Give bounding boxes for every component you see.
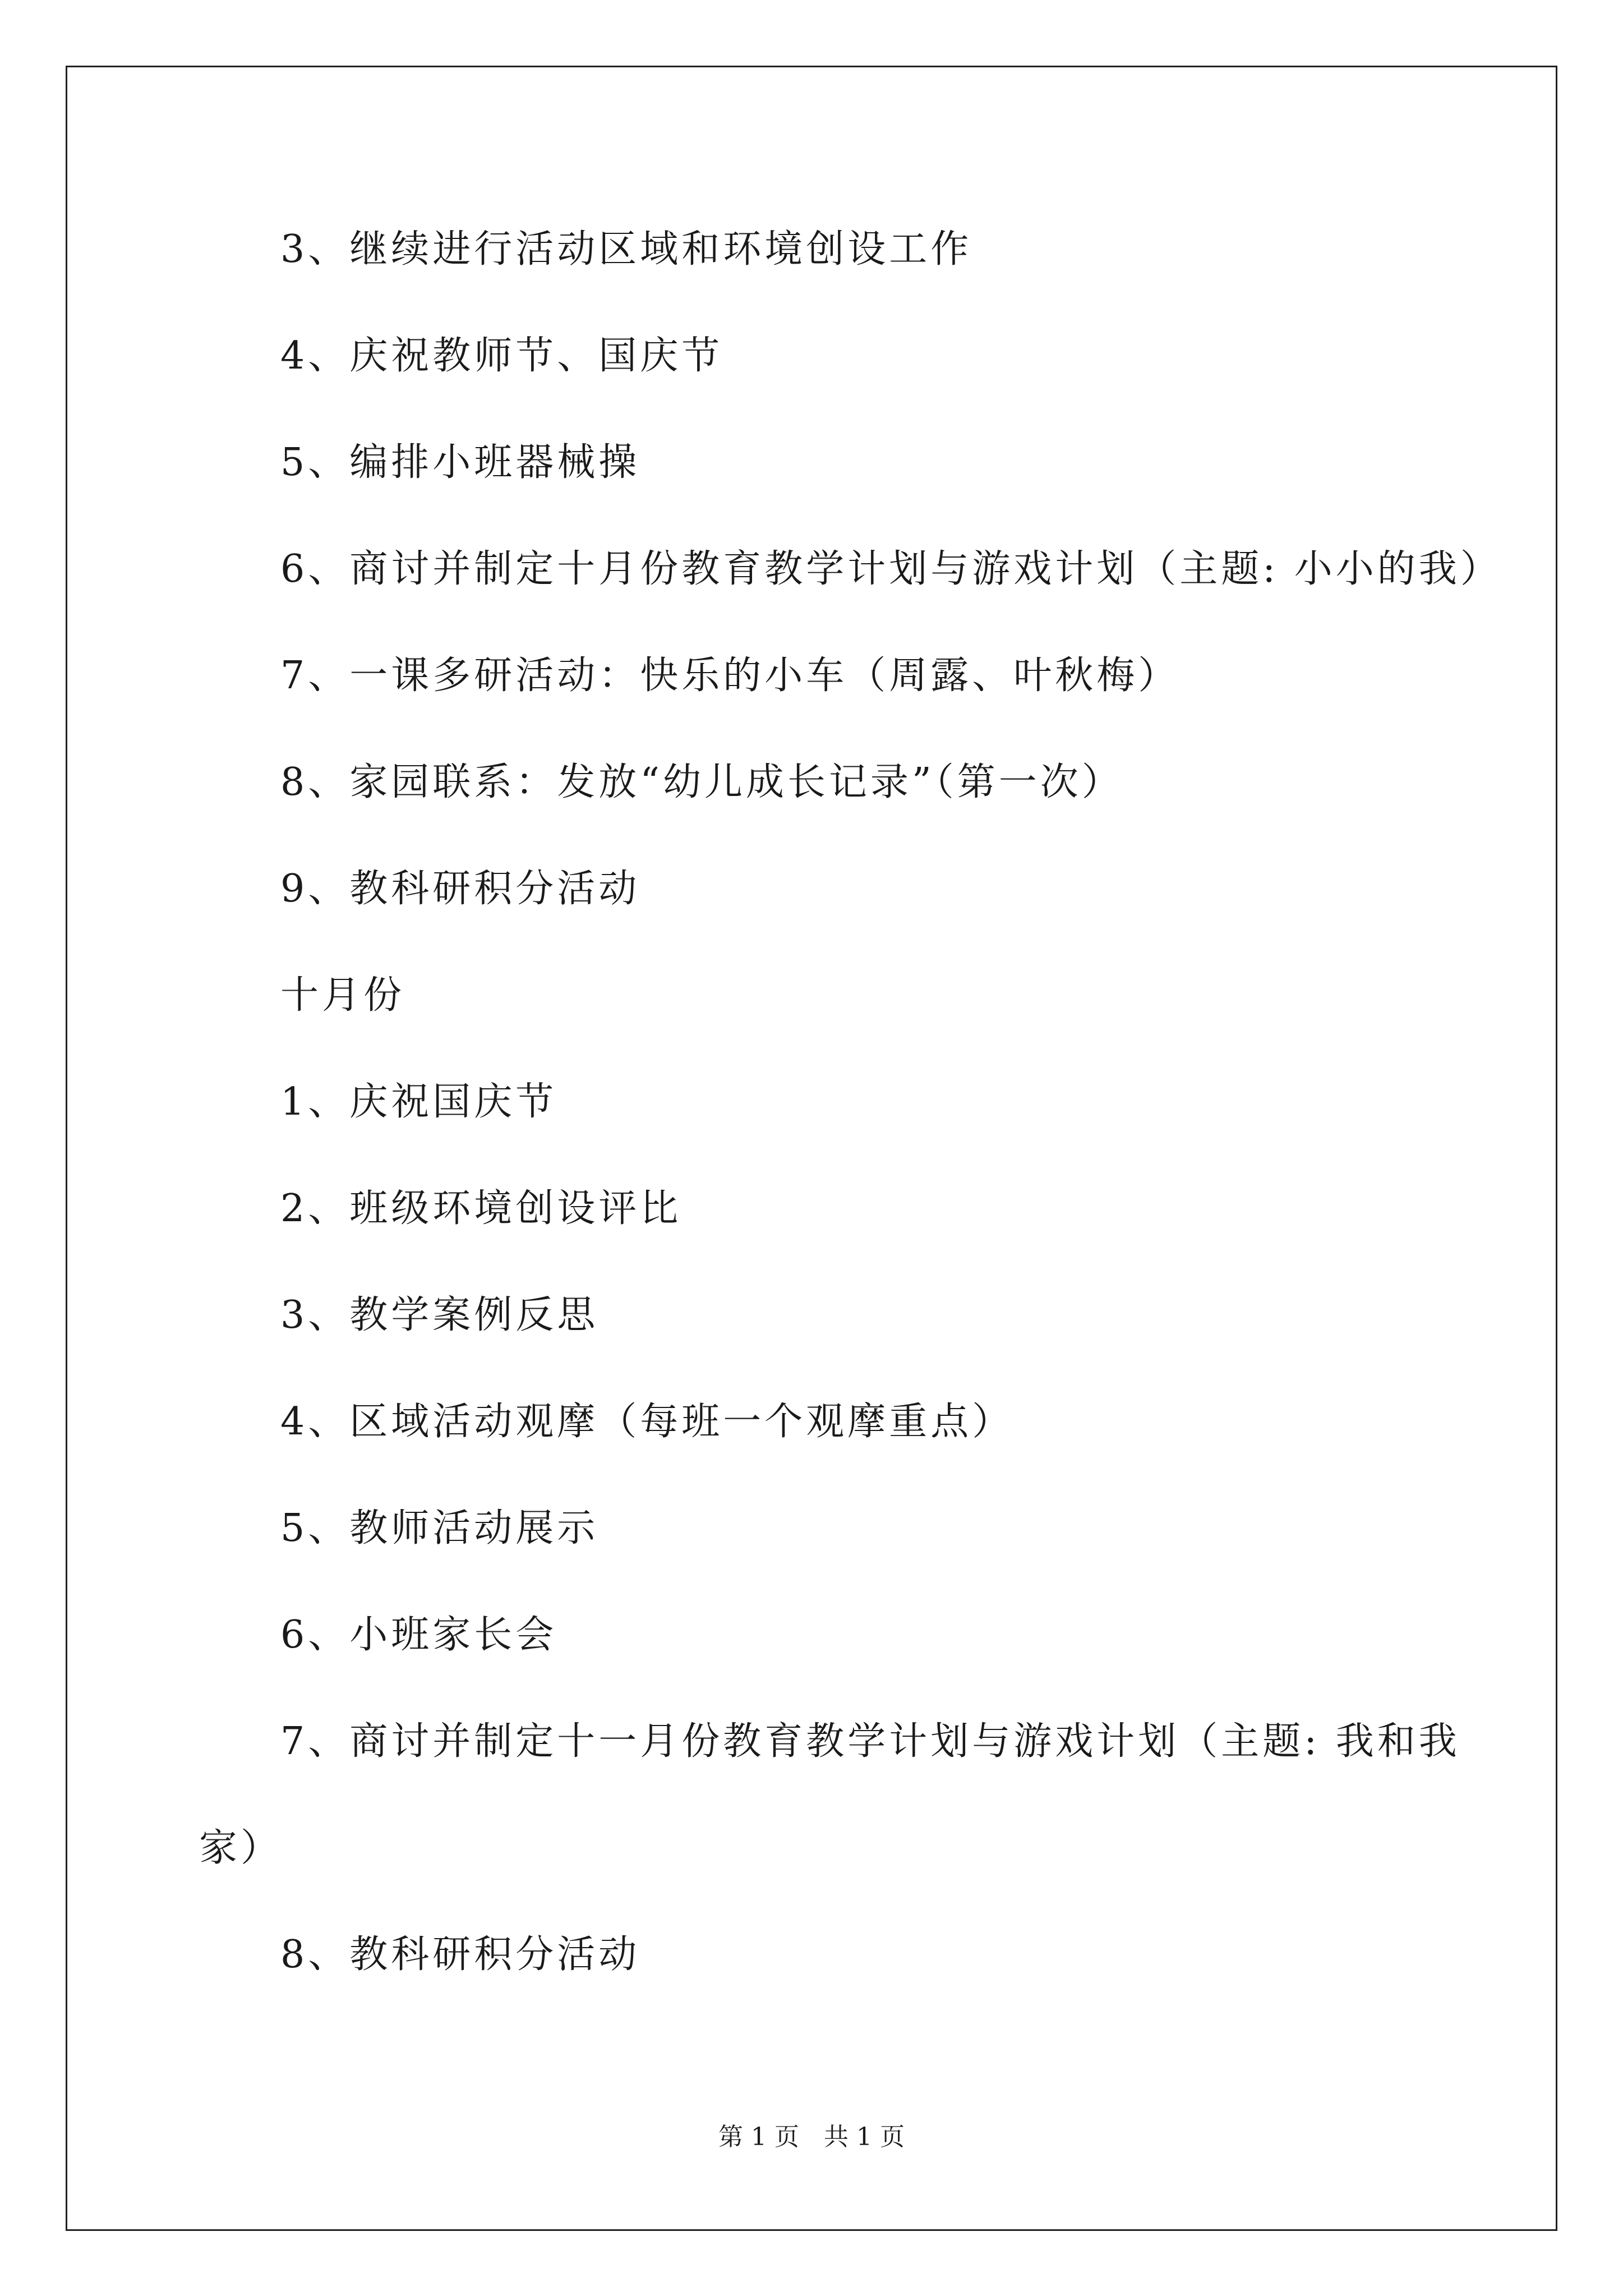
list-item: 9、教科研积分活动 [280, 867, 640, 911]
list-item: 6、小班家长会 [280, 1613, 557, 1657]
list-item: 8、教科研积分活动 [280, 1932, 640, 1977]
list-item-continuation: 家） [199, 1826, 283, 1870]
list-item: 3、继续进行活动区域和环境创设工作 [280, 227, 972, 272]
list-item: 7、商讨并制定十一月份教育教学计划与游戏计划（主题: 我和我 [280, 1719, 1460, 1764]
list-item: 2、班级环境创设评比 [280, 1186, 682, 1231]
list-item: 5、教师活动展示 [280, 1506, 599, 1550]
list-item: 1、庆祝国庆节 [280, 1080, 557, 1124]
list-item: 4、区域活动观摩（每班一个观摩重点） [280, 1400, 1014, 1444]
page-border [66, 66, 1557, 2231]
page-number-footer: 第 1 页 共 1 页 [718, 2123, 905, 2151]
list-item: 6、商讨并制定十月份教育教学计划与游戏计划（主题: 小小的我） [280, 547, 1502, 591]
section-heading: 十月份 [280, 973, 405, 1018]
list-item: 7、一课多研活动：快乐的小车（周露、叶秋梅） [280, 654, 1180, 698]
list-item: 4、庆祝教师节、国庆节 [280, 334, 723, 378]
list-item: 3、教学案例反思 [280, 1293, 599, 1337]
list-item: 8、家园联系：发放“幼儿成长记录”（第一次） [280, 760, 1123, 804]
list-item: 5、编排小班器械操 [280, 440, 640, 485]
